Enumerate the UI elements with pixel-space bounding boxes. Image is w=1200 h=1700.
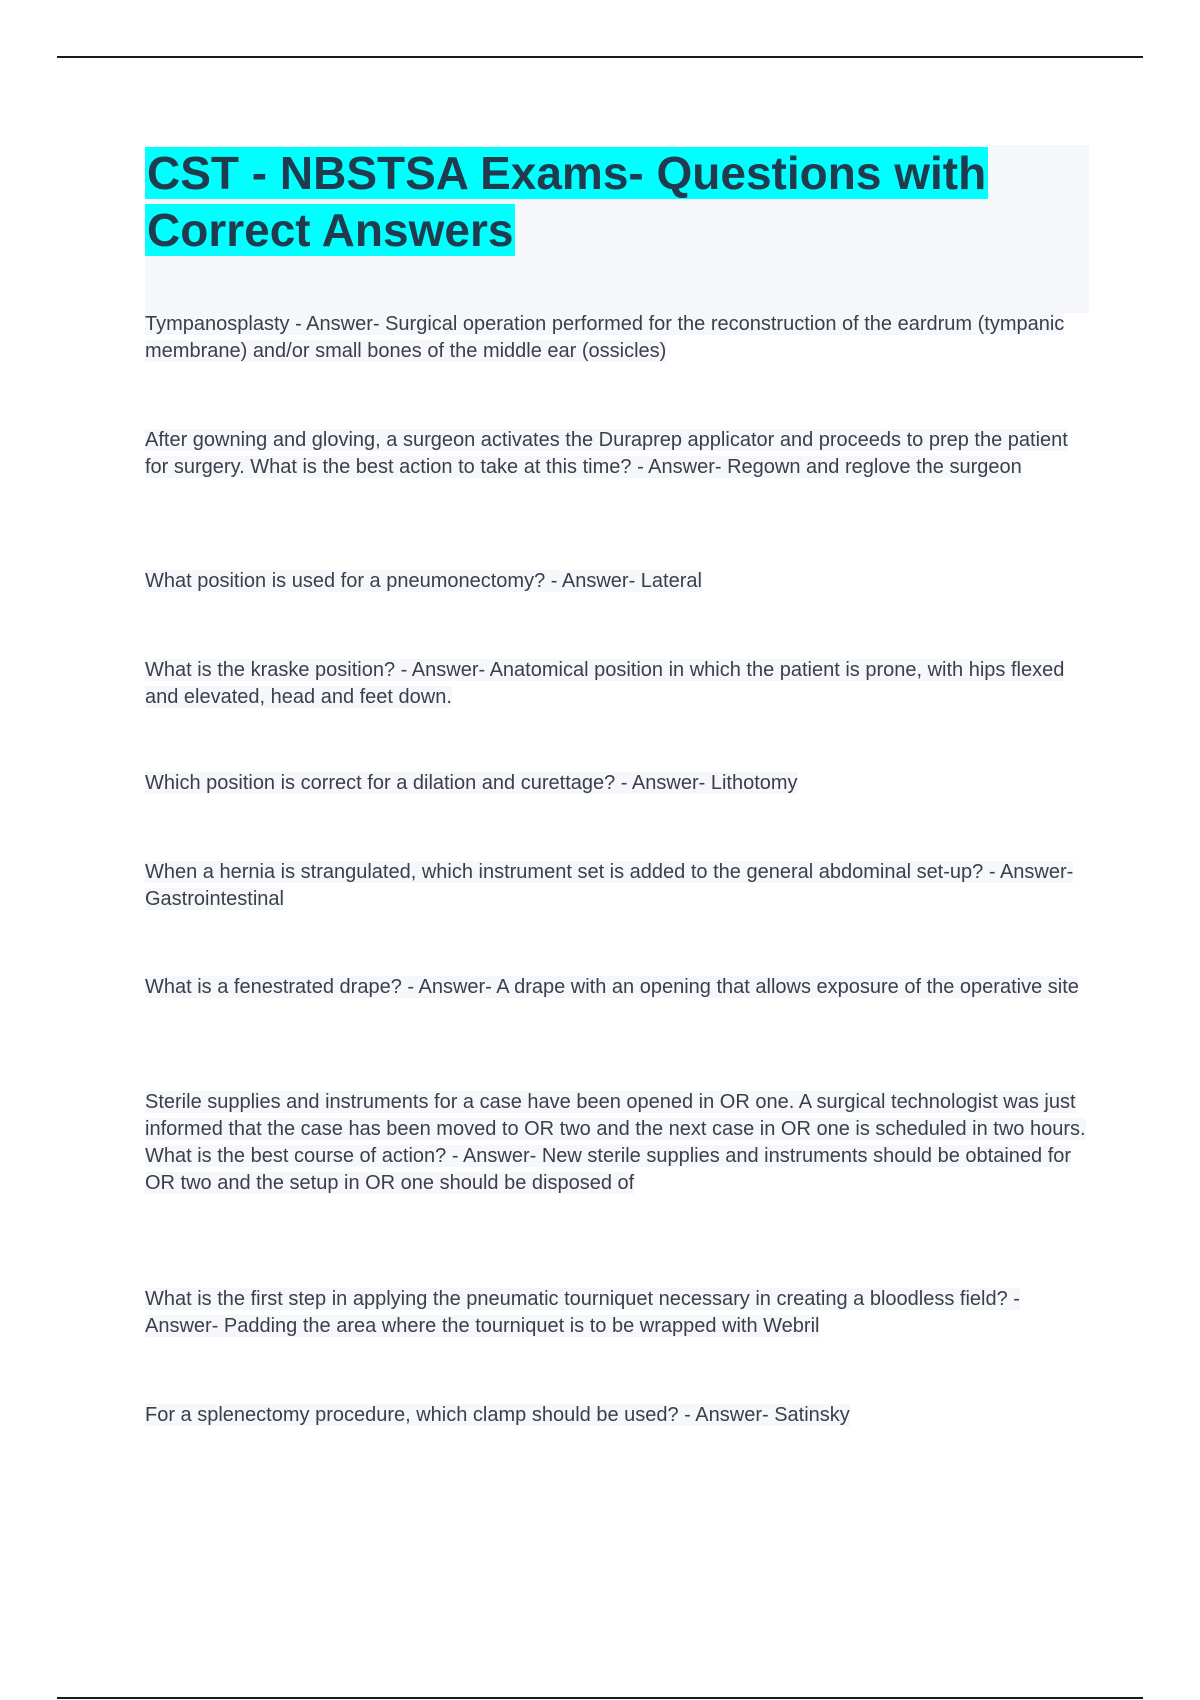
document-title <box>145 145 1089 259</box>
qa-text: When a hernia is strangulated, which instrument set is added to the general abdominal set-up? - Answer- Gastrointestinal <box>145 861 1074 910</box>
qa-text: Tympanosplasty - Answer- Surgical operation performed for the reconstruction of the eardrum (tympanic membrane) and/or small bones of the middle ear (ossicles) <box>145 313 1065 362</box>
qa-item-2 <box>145 427 1089 481</box>
qa-item-4 <box>145 657 1089 711</box>
qa-item-10 <box>145 1402 1089 1429</box>
qa-item-8 <box>145 1089 1089 1197</box>
qa-text: After gowning and gloving, a surgeon activates the Duraprep applicator and proceeds to prep the patient for surgery. What is the best action to take at this time? - Answer- Regown and reglove the surgeon <box>145 429 1068 478</box>
qa-text: What is the kraske position? - Answer- Anatomical position in which the patient is prone, with hips flexed and elevated, head and feet down. <box>145 659 1065 708</box>
qa-item-7 <box>145 974 1089 1001</box>
qa-text: What is a fenestrated drape? - Answer- A drape with an opening that allows exposure of the operative site <box>145 976 1079 998</box>
qa-text: What is the first step in applying the pneumatic tourniquet necessary in creating a bloodless field? - Answer- Padding the area where the tourniquet is to be wrapped with Webril <box>145 1288 1020 1337</box>
qa-item-9 <box>145 1286 1089 1340</box>
title-line-2: Correct Answers <box>147 204 514 256</box>
title-block <box>145 145 1089 313</box>
qa-text: What position is used for a pneumonectomy? - Answer- Lateral <box>145 570 702 592</box>
title-line-1: CST - NBSTSA Exams- Questions with <box>147 147 987 199</box>
qa-text: Which position is correct for a dilation and curettage? - Answer- Lithotomy <box>145 772 798 794</box>
qa-item-3 <box>145 568 1089 595</box>
qa-text: For a splenectomy procedure, which clamp should be used? - Answer- Satinsky <box>145 1404 850 1426</box>
qa-item-1 <box>145 311 1089 365</box>
qa-text: Sterile supplies and instruments for a case have been opened in OR one. A surgical technologist was just informed that the case has been moved to OR two and the next case in OR one is scheduled in two hours. What is the best course of action? - Answer- New sterile supplies and instruments should be obtained for OR two and the setup in OR one should be disposed of <box>145 1091 1086 1194</box>
qa-item-6 <box>145 859 1089 913</box>
qa-item-5 <box>145 770 1089 797</box>
bottom-rule <box>57 1697 1143 1699</box>
top-rule <box>57 56 1143 58</box>
